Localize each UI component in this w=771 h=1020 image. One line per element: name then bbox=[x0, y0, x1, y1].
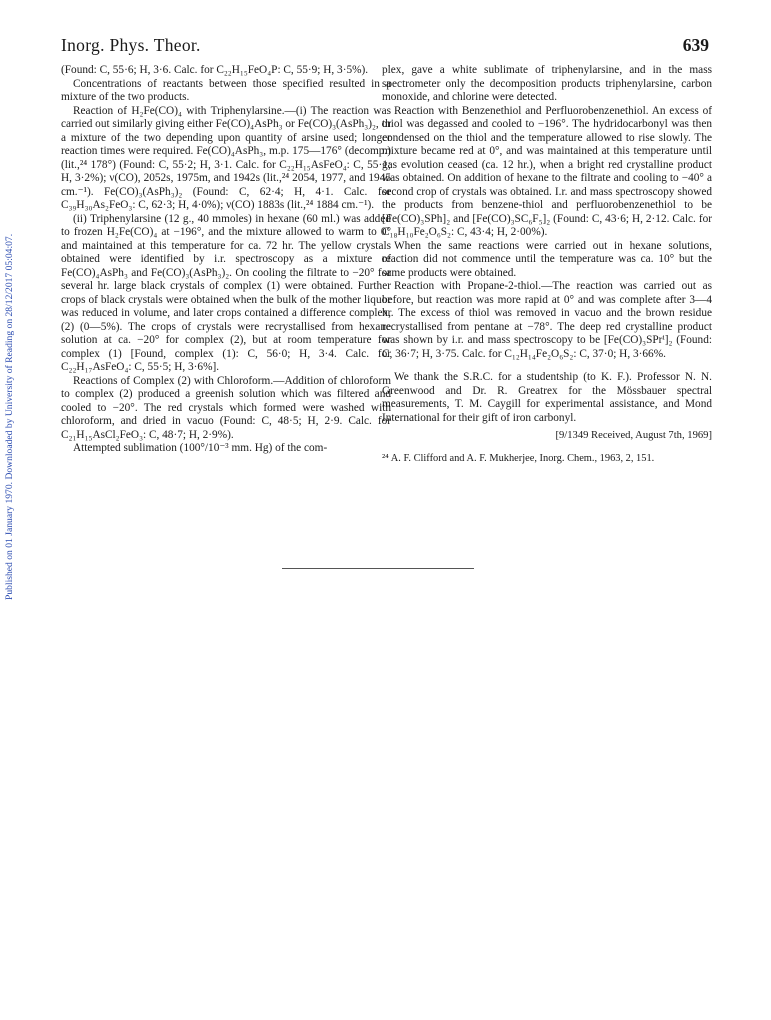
publication-sidenote bbox=[4, 233, 18, 1020]
acknowledgement: We thank the S.R.C. for a studentship (to K. F.). Professor N. N. Greenwood and Dr. R. Greatrex for the Mössbauer spectral measurements, T. M. Caygill for experimental assistance, and Mond International for their gift of iron carbonyl. bbox=[382, 371, 712, 424]
paragraph: Attempted sublimation (100°/10⁻³ mm. Hg) of the com- bbox=[73, 442, 328, 454]
paragraph: Reaction with Benzenethiol and Perfluorobenzenethiol. An excess of thiol was degassed and cooled to −196°. The hydridocarbonyl was then condensed on the thiol and the temperature allowed to rise slowly. The mixture became red at 0°, and was maintained at this temperature until gas evolution ceased (ca. 12 hr.), when a bright red crystalline product was obtained. On addition of hexane to the filtrate and cooling to −40° a second crop of crystals was obtained. I.r. and mass spectroscopy showed the products from benzene-thiol and perfluorobenzenethiol to be [Fe(CO)₃SPh]₂ and [Fe(CO)₃SC₆F₅]₂ (Found: C, 43·6; H, 2·12. Calc. for C₁₈H₁₀Fe₂O₆S₂: C, 43·4; H, 2·00%). bbox=[382, 104, 712, 238]
footnote: ²⁴ A. F. Clifford and A. F. Mukherjee, Inorg. Chem., 1963, 2, 151. bbox=[382, 452, 655, 464]
sidenote-text: Published on 01 January 1970. Downloaded by University of Reading on 28/12/2017 05:04:07. bbox=[4, 233, 15, 600]
journal-title: Inorg. Phys. Theor. bbox=[61, 35, 201, 55]
paragraph: Reaction with Propane-2-thiol.—The reaction was carried out as before, but reaction was more rapid at 0° and was complete after 3—4 hr. The excess of thiol was removed in vacuo and the brown residue recrystallised from pentane at −78°. The deep red crystalline product was shown by i.r. and mass spectroscopy to be [Fe(CO)₃SPrⁱ]₂ (Found: C, 36·7; H, 3·75. Calc. for C₁₂H₁₄Fe₂O₆S₂: C, 37·0; H, 3·66%. bbox=[382, 280, 712, 360]
page-number: 639 bbox=[682, 35, 709, 55]
left-column bbox=[61, 64, 391, 456]
received-date: [9/1349 Received, August 7th, 1969] bbox=[555, 430, 712, 441]
right-column bbox=[382, 64, 712, 465]
paragraph: Reactions of Complex (2) with Chloroform.—Addition of chloroform to complex (2) produced a greenish solution which was filtered and cooled to −20°. The red crystals which formed were washed with chloroform, and dried in vacuo (Found: C, 48·5; H, 2·9. Calc. for C₂₁H₁₅AsCl₂FeO₃: C, 48·7; H, 2·9%). bbox=[61, 374, 391, 441]
paragraph: (Found: C, 55·6; H, 3·6. Calc. for C₂₂H₁₅FeO₄P: C, 55·9; H, 3·5%). bbox=[61, 64, 369, 76]
paragraph: Concentrations of reactants between those specified resulted in a mixture of the two products. bbox=[61, 77, 391, 103]
paragraph: (ii) Triphenylarsine (12 g., 40 mmoles) in hexane (60 ml.) was added to frozen H₂Fe(CO)₄ at −196°, and the mixture allowed to warm to 0° and maintained at this temperature for ca. 72 hr. The yellow crystals obtained were identified by i.r. spectroscopy as a mixture of Fe(CO)₄AsPh₃ and Fe(CO)₃(AsPh₃)₂. On cooling the filtrate to −20° for several hr. large black crystals of complex (1) were obtained. Further crops of black crystals were obtained when the bulk of the mother liquor was reduced in volume, and later crops contained a difference complex, (2) (0—5%). The crops of crystals were recrystallised from hexane solution at ca. −20° for complex (2), but at room temperature for complex (1) [Found, complex (1): C, 56·0; H, 3·4. Calc. for C₂₂H₁₇AsFeO₄: C, 55·5; H, 3·6%]. bbox=[61, 212, 391, 373]
divider-rule bbox=[282, 568, 474, 569]
paragraph: Reaction of H₂Fe(CO)₄ with Triphenylarsine.—(i) The reaction was carried out similarly giving either Fe(CO)₄AsPh₃ or Fe(CO)₃(AsPh₃)₂, or a mixture of the two depending upon quantity of arsine used; longer reaction times were required. Fe(CO)₄AsPh₃, m.p. 175—176° (decomp.) (lit.,²⁴ 178°) (Found: C, 55·2; H, 3·1. Calc. for C₂₂H₁₅AsFeO₄: C, 55·1; H, 3·2%); ν(CO), 2052s, 1975m, and 1942s (lit.,²⁴ 2054, 1977, and 1945 cm.⁻¹). Fe(CO)₃(AsPh₃)₂ (Found: C, 62·4; H, 4·1. Calc. for C₃₉H₃₀As₂FeO₃: C, 62·3; H, 4·0%); ν(CO) 1883s (lit.,²⁴ 1884 cm.⁻¹). bbox=[61, 104, 391, 211]
paragraph: plex, gave a white sublimate of triphenylarsine, and in the mass spectrometer only the decomposition products triphenylarsine, carbon monoxide, and chlorine were detected. bbox=[382, 64, 712, 103]
paragraph: When the same reactions were carried out in hexane solutions, reaction did not commence until the temperature was ca. 10° but the same products were obtained. bbox=[382, 239, 712, 279]
